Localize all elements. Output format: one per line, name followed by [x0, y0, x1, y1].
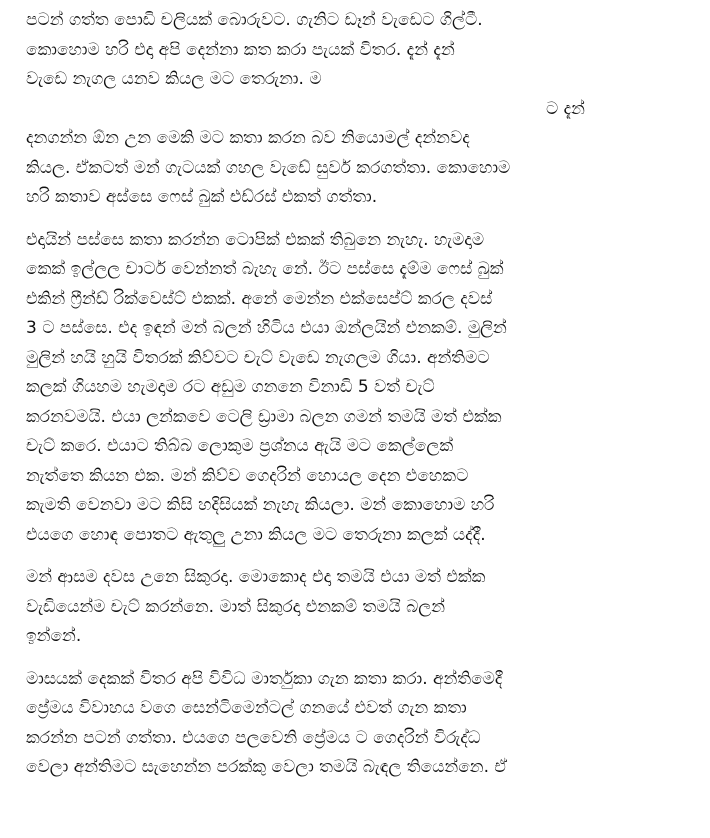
text-line: වැඩියෙන්ම චැට් කරන්නෙ. මාත් සිකුරදා එනකම් තමයි බලන්: [26, 596, 446, 617]
text-line: කලක් ගියහම හැමදාම රට අඩුම ගනනෙ විනාඩි 5 වත් චැට්: [26, 377, 435, 397]
text-line: එකින් ෆ්‍රීන්ඩ් රික්වෙස්ට් එකක්. අනේ මෙන්න එක්සෙප්ට් කරල දවස්: [26, 288, 493, 309]
text-line: කරන්න පටන් ගත්තා. එයගෙ පලවෙනි ප්‍රේමය ට ගෙදරින් විරුද්ධ: [26, 727, 481, 748]
text-line: චැට් කරෙ. එයාට තිබ්බ ලොකුම ප්‍රශ්නය ඇයි මට කෙල්ලෙක්: [26, 436, 454, 456]
text-line: නැත්තෙ කියන එක. මන් කිව්ව ගෙදරින් හොයල දෙන එහෙකට: [26, 465, 469, 486]
text-line: එයගෙ හොඳ පොතට ඇතුලු උනා කියල මට තෙරුනා කලක් යද්දී.: [26, 524, 486, 545]
paragraph-2: [26, 95, 674, 213]
paragraph-3: [26, 226, 674, 551]
text-line: කොහොම හරි එදා අපි දෙන්නා කත කරා පැයක් විතර. දැන් දැන්: [26, 39, 455, 60]
text-line: කැමති වෙනවා මට කිසි හදිසියක් නැහැ කියලා. මන් කොහොම හරි: [26, 495, 495, 515]
text-line: එදායින් පස්සෙ කතා කරන්න ටොපික් එකක් තිබුනෙ නැහැ. හැමදාම: [26, 229, 485, 250]
text-line: ඉන්නේ.: [26, 626, 82, 646]
text-line: කරනවමයි. එයා ලන්කවෙ ටෙලි ඩ්‍රාමා බලන ගමන් තමයි මත් එක්ක: [26, 406, 502, 427]
text-line: පටන් ගත්ත පොඩි චලියක් බොරුවට. ගැනිට ඩෑන් වැඩෙට ගිල්ටී.: [26, 10, 483, 30]
paragraph-5: [26, 665, 674, 783]
text-line: මාසයක් දෙකක් විතර අපි විවිධ මාර්තුකා ගැන කතා කරා. අන්තිමෙදී: [26, 668, 503, 689]
text-line: ප්‍රේමය විවාහය වගෙ සෙන්ටිමෙන්ටල් ගනයේ එවත් ගැන කතා: [26, 698, 467, 718]
text-line: මන් ආසම දවස උනෙ සිකුරදා. මොකොද එදා තමයි එයා මත් එක්ක: [26, 567, 486, 587]
text-line: වෙලා අන්තිමට සැහෙන්න පරක්කු වෙලා තමයි බැඳල තියෙන්නෙ. ඒ: [26, 757, 508, 777]
text-line: 3 ට පස්සෙ. එද ඉඳන් මන් බලන් හිටිය එයා ඔන්ලයින් එනකම්. මුලින්: [26, 318, 507, 338]
text-line: කෙක් ඉල්ලල චාටර් වෙන්නත් බැහැ නේ. ඊට පස්සෙ දැම්ම ෆෙස් බුක්: [26, 259, 504, 279]
text-line-fragment: ට දැන්: [546, 98, 585, 119]
text-line: දනගන්න ඕන උන මෙකි මට කතා කරන බව නියොමල් දන්නවද: [26, 128, 470, 148]
text-line: මුලින් හයි හුයි විතරක් කිව්වට චැට් වැඩෙ නැගලම ගියා. අන්තිමට: [26, 347, 490, 368]
text-line: කියල. ඒකටත් මන් ගැටයක් ගහල වැඩේ සුවර් කරගත්තා. කොහොම: [26, 157, 511, 178]
text-line: හරි කතාව අස්සෙ ෆෙස් බුක් එඩ්රස් එකත් ගත්තා.: [26, 187, 378, 207]
paragraph-4: [26, 563, 674, 652]
text-line: වැඩෙ නැගල යනව කියල මට තෙරුනා. ම: [26, 69, 322, 89]
paragraph-1: [26, 6, 674, 95]
